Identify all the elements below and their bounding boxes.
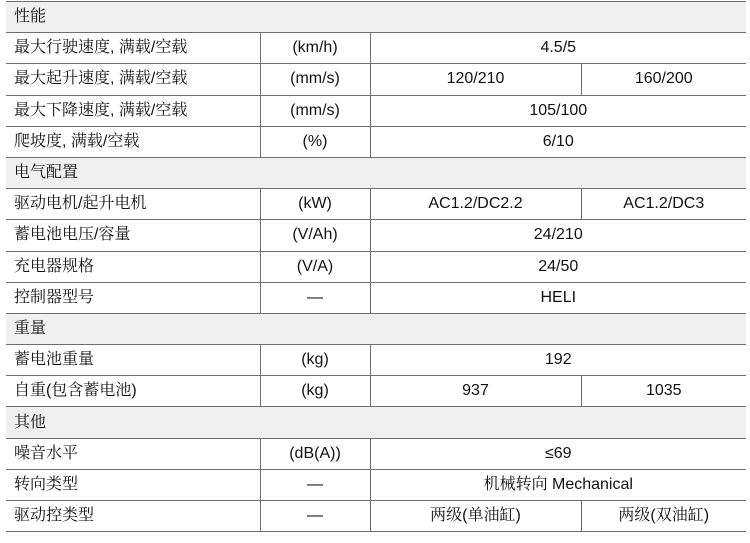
row-value-1: AC1.2/DC2.2 (370, 189, 581, 220)
row-unit: (mm/s) (260, 64, 370, 95)
row-label: 驱动控类型 (6, 501, 260, 532)
row-unit: (V/A) (260, 251, 370, 282)
row-label: 最大行驶速度, 满载/空载 (6, 33, 260, 64)
row-value: 24/50 (370, 251, 746, 282)
row-value-2: 1035 (581, 376, 746, 407)
row-label: 自重(包含蓄电池) (6, 376, 260, 407)
row-label: 最大起升速度, 满载/空载 (6, 64, 260, 95)
row-value: 24/210 (370, 220, 746, 251)
table-row (6, 33, 746, 64)
row-value: 4.5/5 (370, 33, 746, 64)
section-title: 其他 (6, 407, 746, 438)
row-label: 驱动电机/起升电机 (6, 189, 260, 220)
row-unit: (dB(A)) (260, 438, 370, 469)
row-unit: (mm/s) (260, 95, 370, 126)
section-header-weight (6, 313, 746, 344)
table-row (6, 126, 746, 157)
row-label: 爬坡度, 满载/空载 (6, 126, 260, 157)
spec-table (6, 1, 746, 532)
row-value-2: 两级(双油缸) (581, 501, 746, 532)
row-unit: (%) (260, 126, 370, 157)
row-value: 192 (370, 345, 746, 376)
section-header-other (6, 407, 746, 438)
row-unit: (kg) (260, 345, 370, 376)
row-value: HELI (370, 282, 746, 313)
table-row (6, 469, 746, 500)
row-label: 蓄电池重量 (6, 345, 260, 376)
row-label: 充电器规格 (6, 251, 260, 282)
table-row (6, 501, 746, 532)
table-row (6, 64, 746, 95)
table-row (6, 438, 746, 469)
table-row (6, 345, 746, 376)
section-header-performance (6, 2, 746, 33)
row-value: 6/10 (370, 126, 746, 157)
row-unit: — (260, 282, 370, 313)
row-unit: — (260, 501, 370, 532)
table-row (6, 376, 746, 407)
table-row (6, 282, 746, 313)
row-unit: (V/Ah) (260, 220, 370, 251)
row-unit: (kg) (260, 376, 370, 407)
section-header-electrical (6, 157, 746, 188)
row-value: 105/100 (370, 95, 746, 126)
section-title: 电气配置 (6, 157, 746, 188)
row-value-1: 两级(单油缸) (370, 501, 581, 532)
table-row (6, 189, 746, 220)
row-value-2: 160/200 (581, 64, 746, 95)
row-unit: — (260, 469, 370, 500)
row-value-2: AC1.2/DC3 (581, 189, 746, 220)
row-value-1: 937 (370, 376, 581, 407)
section-title: 重量 (6, 313, 746, 344)
row-label: 蓄电池电压/容量 (6, 220, 260, 251)
row-value: 机械转向 Mechanical (370, 469, 746, 500)
row-unit: (km/h) (260, 33, 370, 64)
row-value-1: 120/210 (370, 64, 581, 95)
row-label: 控制器型号 (6, 282, 260, 313)
row-label: 最大下降速度, 满载/空载 (6, 95, 260, 126)
row-label: 噪音水平 (6, 438, 260, 469)
table-row (6, 95, 746, 126)
table-row (6, 251, 746, 282)
row-value: ≤69 (370, 438, 746, 469)
table-row (6, 220, 746, 251)
row-label: 转向类型 (6, 469, 260, 500)
section-title: 性能 (6, 2, 746, 33)
row-unit: (kW) (260, 189, 370, 220)
